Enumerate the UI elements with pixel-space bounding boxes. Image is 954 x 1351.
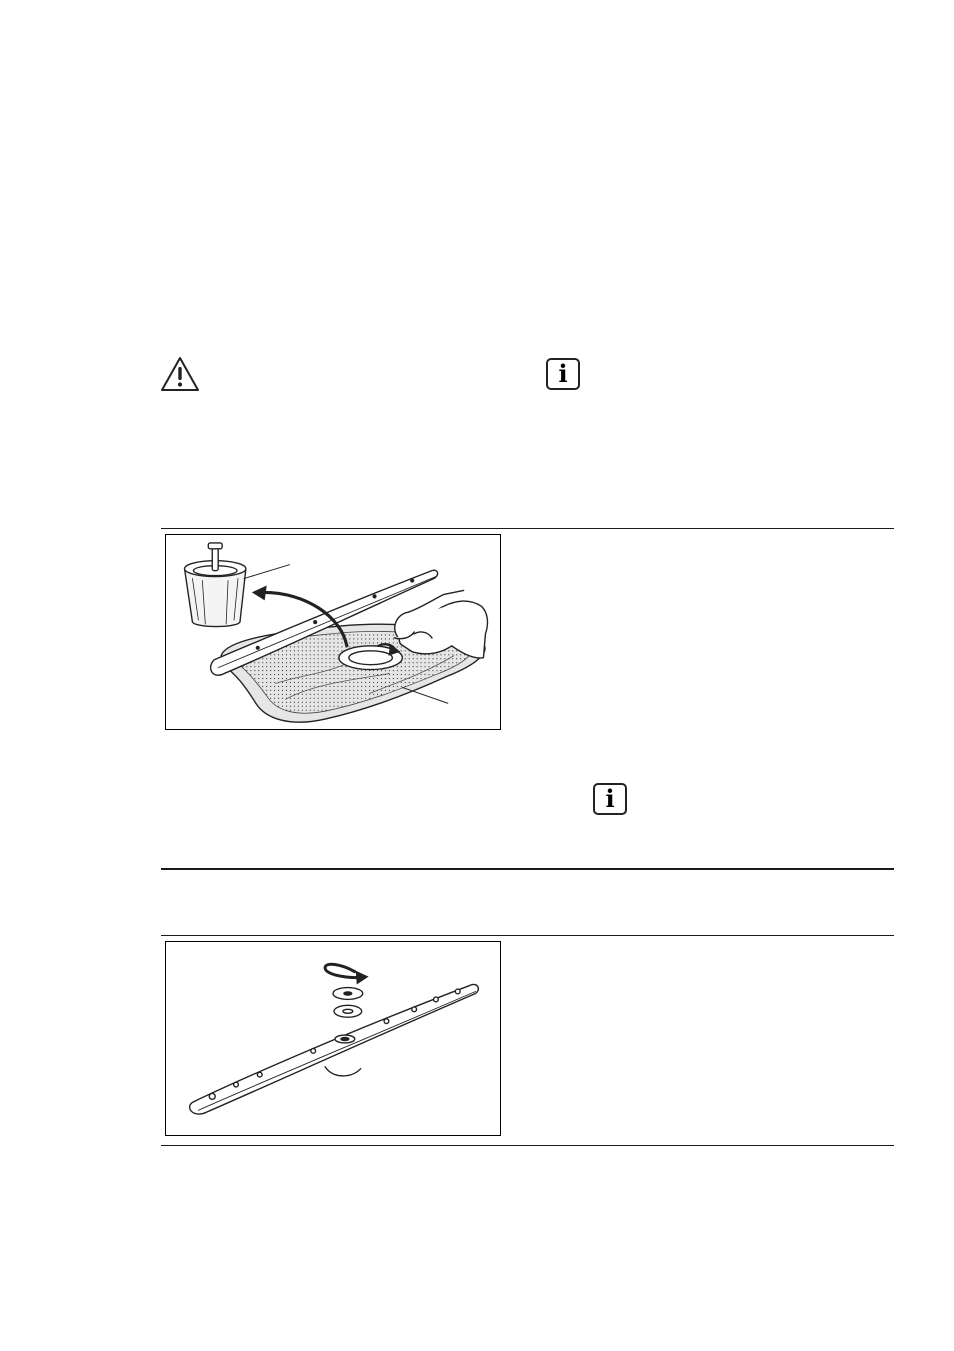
- warning-triangle-icon: [160, 356, 200, 392]
- rotate-arrow: [325, 964, 369, 984]
- hand: [394, 590, 487, 658]
- washer: [333, 988, 363, 1018]
- filter-removal-illustration: [165, 534, 501, 730]
- info-icon: i: [593, 783, 627, 815]
- spray-arm: [190, 984, 479, 1114]
- info-icon: i: [546, 358, 580, 390]
- coarse-filter: [185, 543, 290, 627]
- section-divider: [161, 868, 894, 870]
- section-divider: [161, 1145, 894, 1146]
- section-divider: [161, 935, 894, 936]
- section-divider: [161, 528, 894, 529]
- spray-arm-removal-illustration: [165, 941, 501, 1136]
